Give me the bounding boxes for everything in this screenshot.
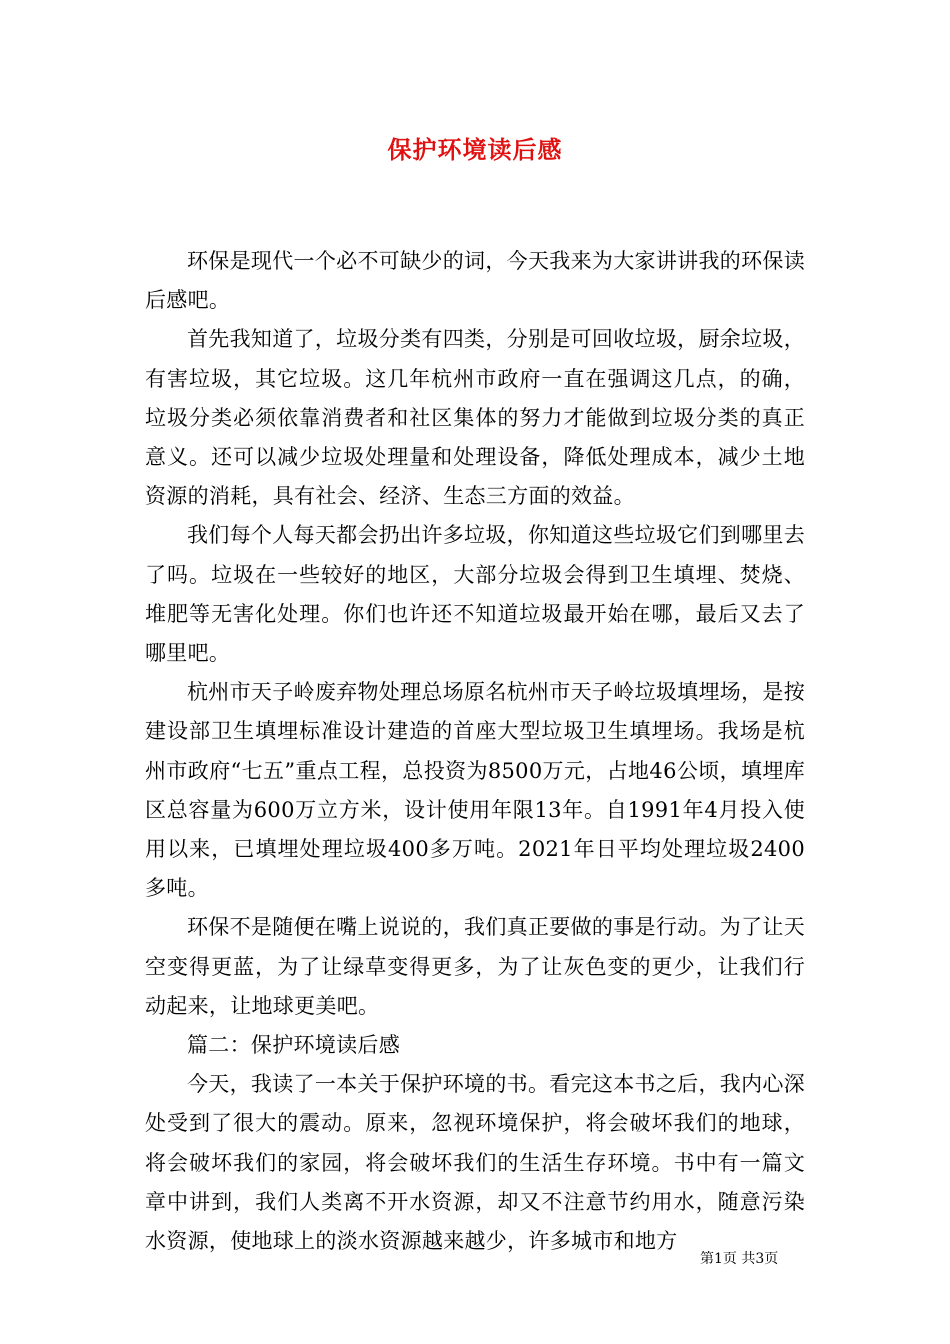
paragraph: 环保是现代一个必不可缺少的词，今天我来为大家讲讲我的环保读后感吧。 bbox=[145, 249, 805, 313]
document-body bbox=[145, 242, 805, 1261]
paragraph: 今天，我读了一本关于保护环境的书。看完这本书之后，我内心深处受到了很大的震动。原来，忽视环境保护，将会破坏我们的地球，将会破坏我们的家园，将会破坏我们的生活生存环境。书中有一篇文章中讲到，我们人类离不开水资源，却又不注意节约用水，随意污染水资源，使地球上的淡水资源越来越少，许多城市和地方 bbox=[145, 1072, 805, 1254]
document-title: 保护环境读后感 bbox=[387, 135, 563, 164]
paragraph: 环保不是随便在嘴上说说的，我们真正要做的事是行动。为了让天空变得更蓝，为了让绿草变得更多，为了让灰色变的更少，让我们行动起来，让地球更美吧。 bbox=[145, 915, 805, 1018]
section-heading: 篇二：保护环境读后感 bbox=[187, 1033, 400, 1058]
paragraph: 首先我知道了，垃圾分类有四类，分别是可回收垃圾，厨余垃圾，有害垃圾，其它垃圾。这几年杭州市政府一直在强调这几点，的确，垃圾分类必须依靠消费者和社区集体的努力才能做到垃圾分类的真正意义。还可以减少垃圾处理量和处理设备，降低处理成本，减少土地资源的消耗，具有社会、经济、生态三方面的效益。 bbox=[145, 327, 805, 509]
paragraph: 我们每个人每天都会扔出许多垃圾，你知道这些垃圾它们到哪里去了吗。垃圾在一些较好的地区，大部分垃圾会得到卫生填埋、焚烧、堆肥等无害化处理。你们也许还不知道垃圾最开始在哪，最后又去了哪里吧。 bbox=[145, 523, 805, 666]
page-number-footer: 第1页 共3页 bbox=[700, 1251, 779, 1267]
paragraph: 杭州市天子岭废弃物处理总场原名杭州市天子岭垃圾填埋场，是按建设部卫生填埋标准设计建造的首座大型垃圾卫生填埋场。我场是杭州市政府“七五”重点工程，总投资为8500万元，占地46公顷，填埋库区总容量为600万立方米，设计使用年限13年。自1991年4月投入使用以来，已填埋处理垃圾400多万吨。2021年日平均处理垃圾2400多吨。 bbox=[145, 680, 805, 901]
